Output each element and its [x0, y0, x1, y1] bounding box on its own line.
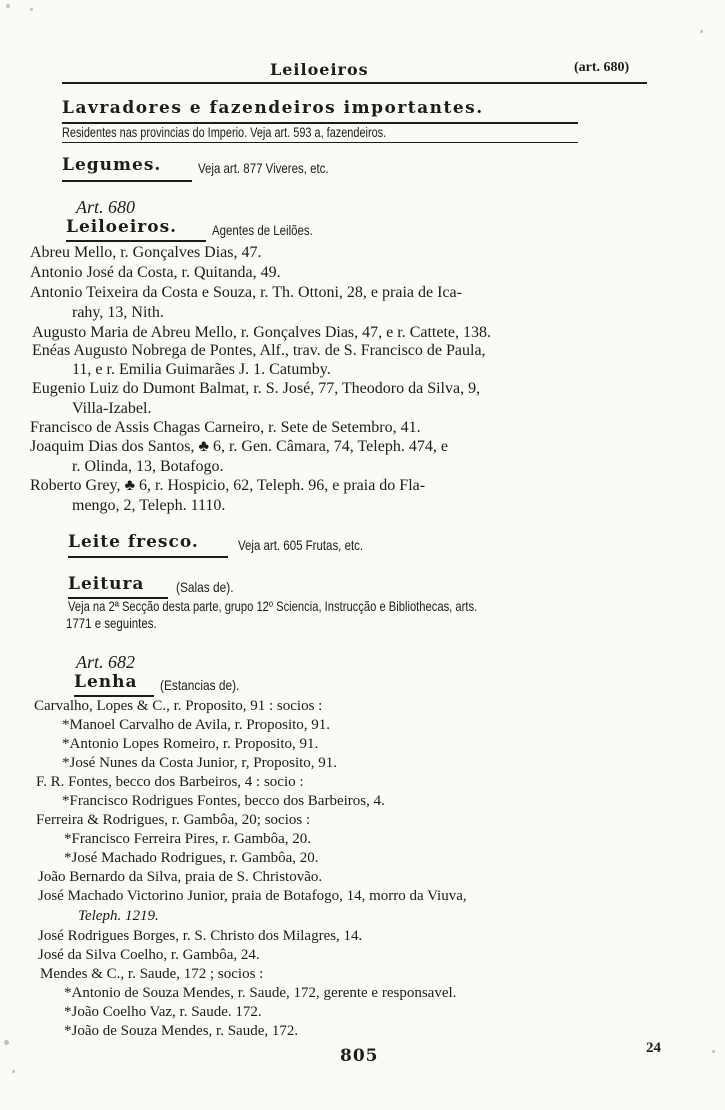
list-item: *Francisco Rodrigues Fontes, becco dos Barbeiros, 4.: [62, 793, 385, 809]
section-heading-leitura: Leitura: [68, 574, 145, 594]
section-note-lavradores: Residentes nas provincias do Imperio. Veja art. 593 a, fazendeiros.: [62, 124, 387, 140]
list-item: *Antonio de Souza Mendes, r. Saude, 172, gerente e responsavel.: [64, 985, 457, 1001]
list-item: Villa-Izabel.: [72, 400, 152, 417]
heading-underline: [66, 240, 206, 242]
list-item: Teleph. 1219.: [78, 908, 159, 924]
list-item: F. R. Fontes, becco dos Barbeiros, 4 : socio :: [36, 774, 304, 790]
heading-underline: [62, 142, 578, 143]
heading-underline: [62, 180, 192, 182]
heading-underline: [74, 695, 154, 697]
list-item: Eugenio Luiz do Dumont Balmat, r. S. José, 77, Theodoro da Silva, 9,: [32, 380, 481, 397]
scan-speckle: [700, 30, 703, 33]
list-item: 11, e r. Emilia Guimarães J. 1. Catumby.: [72, 361, 331, 378]
section-heading-legumes: Legumes.: [62, 155, 162, 175]
list-item: r. Olinda, 13, Botafogo.: [72, 458, 224, 475]
signature-mark: 24: [646, 1040, 661, 1056]
list-item: Roberto Grey, ♣ 6, r. Hospicio, 62, Teleph. 96, e praia do Fla-: [30, 477, 426, 494]
list-item: Mendes & C., r. Saude, 172 ; socios :: [40, 966, 264, 982]
scan-speckle: [712, 1050, 715, 1053]
list-item: José Machado Victorino Junior, praia de Botafogo, 14, morro da Viuva,: [38, 888, 467, 904]
list-item: rahy, 13, Nith.: [72, 304, 164, 321]
section-heading-leiloeiros: Leiloeiros.: [66, 217, 178, 237]
list-item: Ferreira & Rodrigues, r. Gambôa, 20; socios :: [36, 812, 311, 828]
section-detail-leitura: 1771 e seguintes.: [66, 615, 157, 631]
scan-speckle: [4, 1040, 9, 1045]
list-item: Enéas Augusto Nobrega de Pontes, Alf., trav. de S. Francisco de Paula,: [32, 342, 486, 359]
section-note-legumes: Veja art. 877 Viveres, etc.: [198, 160, 329, 176]
running-head-article: (art. 680): [574, 60, 630, 75]
list-item: Antonio Teixeira da Costa e Souza, r. Th. Ottoni, 28, e praia de Ica-: [30, 284, 462, 301]
scan-speckle: [6, 4, 10, 8]
list-item: João Bernardo da Silva, praia de S. Christovão.: [38, 869, 323, 885]
section-heading-lenha: Lenha: [74, 672, 138, 692]
list-item: Antonio José da Costa, r. Quitanda, 49.: [30, 264, 281, 281]
section-detail-leitura: Veja na 2ª Secção desta parte, grupo 12º Sciencia, Instrucção e Bibliothecas, arts.: [68, 598, 478, 614]
section-note-leite: Veja art. 605 Frutas, etc.: [238, 537, 364, 553]
running-head-title: Leiloeiros: [270, 60, 369, 79]
section-note-leitura: (Salas de).: [176, 579, 234, 595]
list-item: Augusto Maria de Abreu Mello, r. Gonçalves Dias, 47, e r. Cattete, 138.: [32, 324, 492, 341]
article-number-680: Art. 680: [76, 197, 136, 217]
list-item: *Antonio Lopes Romeiro, r. Proposito, 91.: [62, 736, 319, 752]
section-note-lenha: (Estancias de).: [160, 677, 240, 693]
list-item: *Manoel Carvalho de Avila, r. Proposito, 91.: [62, 717, 331, 733]
list-item: *José Machado Rodrigues, r. Gambôa, 20.: [64, 850, 319, 866]
header-rule: [62, 82, 647, 84]
heading-underline: [68, 556, 228, 558]
list-item: *João de Souza Mendes, r. Saude, 172.: [64, 1023, 299, 1039]
section-heading-lavradores: Lavradores e fazendeiros importantes.: [62, 98, 484, 118]
list-item: José Rodrigues Borges, r. S. Christo dos Milagres, 14.: [38, 928, 363, 944]
list-item: *João Coelho Vaz, r. Saude. 172.: [64, 1004, 262, 1020]
article-number-682: Art. 682: [76, 652, 136, 672]
list-item: Francisco de Assis Chagas Carneiro, r. Sete de Setembro, 41.: [30, 419, 421, 436]
list-item: mengo, 2, Teleph. 1110.: [72, 497, 226, 514]
list-item: Joaquim Dias dos Santos, ♣ 6, r. Gen. Câmara, 74, Teleph. 474, e: [30, 438, 448, 455]
list-item: *Francisco Ferreira Pires, r. Gambôa, 20.: [64, 831, 312, 847]
list-item: José da Silva Coelho, r. Gambôa, 24.: [38, 947, 260, 963]
page-number: 805: [340, 1046, 379, 1066]
section-note-leiloeiros: Agentes de Leilões.: [212, 222, 313, 238]
section-heading-leite: Leite fresco.: [68, 532, 199, 552]
scan-speckle: [30, 8, 33, 11]
scan-speckle: [12, 1070, 15, 1073]
list-item: Carvalho, Lopes & C., r. Proposito, 91 : socios :: [34, 698, 323, 714]
list-item: *José Nunes da Costa Junior, r, Proposito, 91.: [62, 755, 338, 771]
list-item: Abreu Mello, r. Gonçalves Dias, 47.: [30, 244, 262, 261]
